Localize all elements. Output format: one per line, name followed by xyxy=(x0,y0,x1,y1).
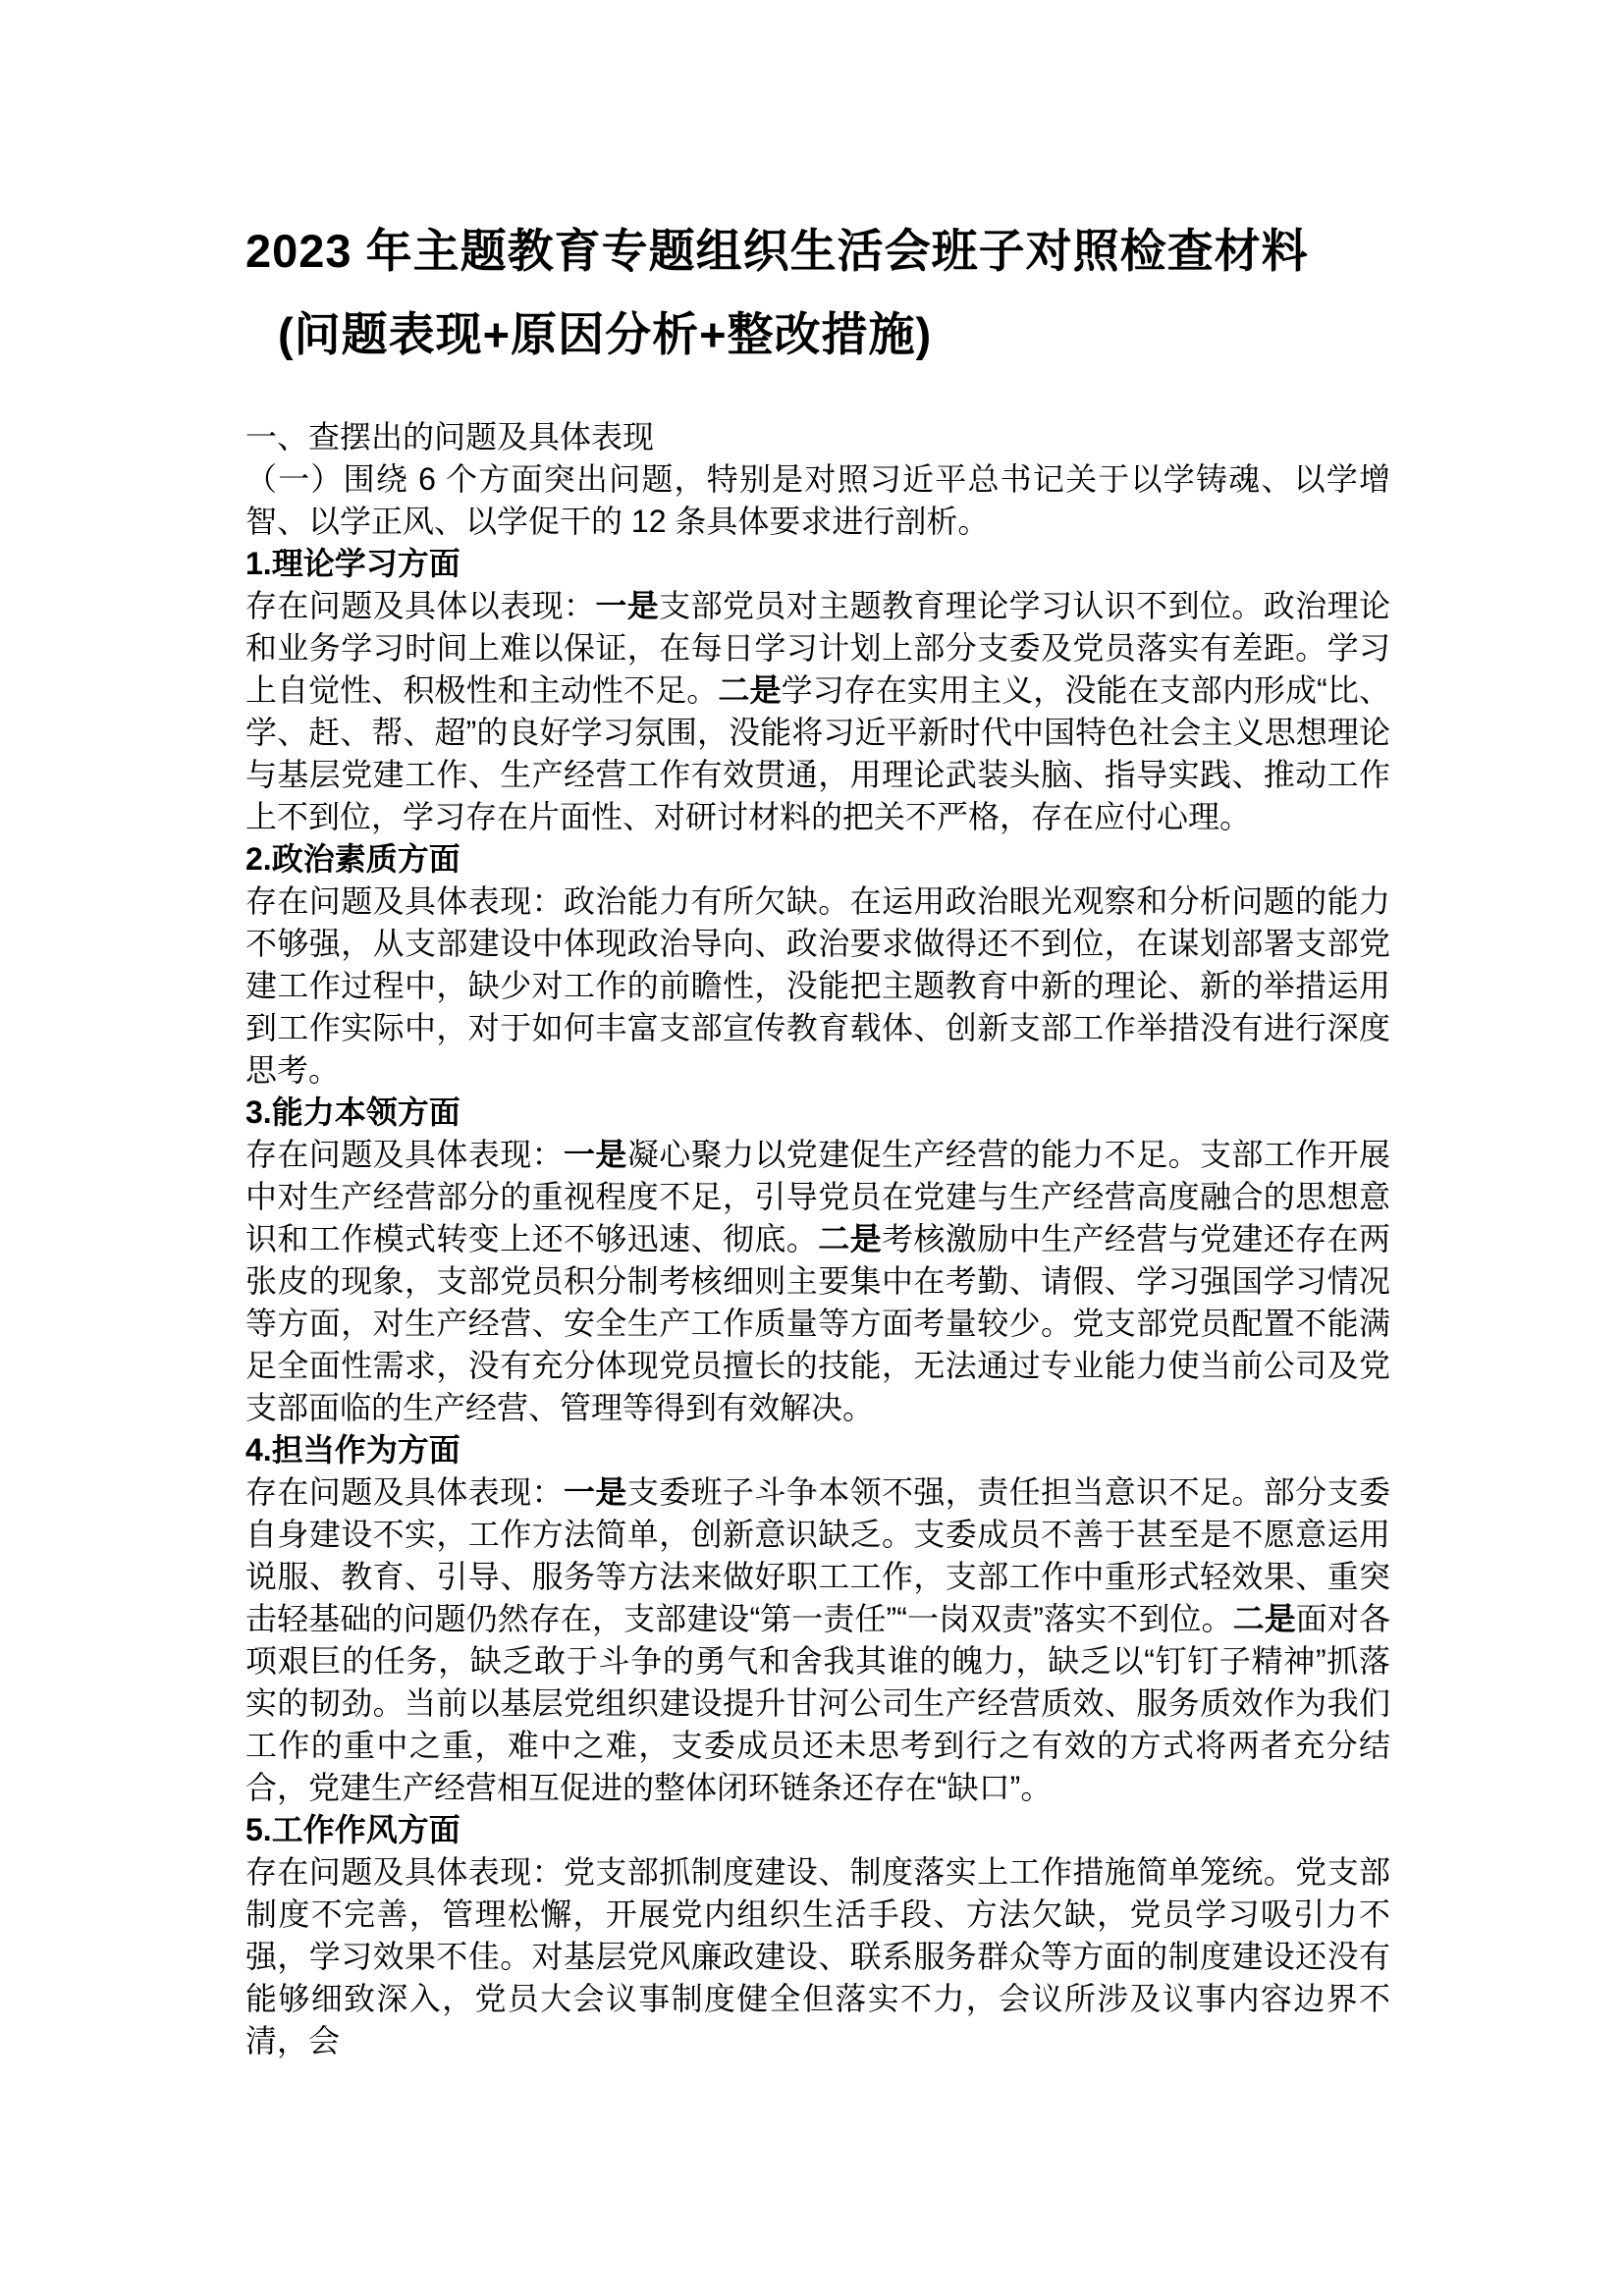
document-content xyxy=(245,0,1390,2062)
text-run: 存在问题及具体以表现： xyxy=(245,588,596,623)
section-1-heading: 1.理论学习方面 xyxy=(245,546,460,581)
intro-subparagraph: （一）围绕 6 个方面突出问题，特别是对照习近平总书记关于以学铸魂、以学增智、以学正风、以学促干的 12 条具体要求进行剖析。 xyxy=(245,461,1390,539)
text-run: 面对各项艰巨的任务，缺乏敢于斗争的勇气和舍我其谁的魄力，缺乏以“钉钉子精神”抓落实的韧劲。当前以基层党组织建设提升甘河公司生产经营质效、服务质效作为我们工作的重中之重，难中之难，支委成员还未思考到行之有效的方式将两者充分结合，党建生产经营相互促进的整体闭环链条还存在“缺口”。 xyxy=(245,1601,1390,1805)
section-2-heading: 2.政治素质方面 xyxy=(245,841,460,877)
text-run: 支部党员对主题教育理论学习认识不到位。政治理论和业务学习时间上难以保证，在每日学习计划上部分支委及党员落实有差距。学习上自觉性、积极性和主动性不足。 xyxy=(245,588,1390,708)
title-block xyxy=(245,0,1390,376)
text-run: 支委班子斗争本领不强，责任担当意识不足。部分支委自身建设不实，工作方法简单，创新意识缺乏。支委成员不善于甚至是不愿意运用说服、教育、引导、服务等方法来做好职工工作，支部工作中重形式轻效果、重突击轻基础的问题仍然存在，支部建设“第一责任”“一岗双责”落实不到位。 xyxy=(245,1474,1390,1636)
document-title-line2: (问题表现+原因分析+整改措施) xyxy=(278,308,933,360)
section-4-heading: 4.担当作为方面 xyxy=(245,1432,460,1468)
document-title-line1: 2023 年主题教育专题组织生活会班子对照检查材料 xyxy=(245,225,1309,277)
bold-run: 一是 xyxy=(564,1137,627,1172)
bold-run: 一是 xyxy=(595,588,660,623)
document-body xyxy=(245,416,1390,2062)
section-3-heading: 3.能力本领方面 xyxy=(245,1095,460,1130)
text-run: 存在问题及具体表现： xyxy=(245,1137,564,1172)
text-run: 存在问题及具体表现： xyxy=(245,1474,564,1510)
bold-run: 二是 xyxy=(718,672,782,708)
text-run: 凝心聚力以党建促生产经营的能力不足。支部工作开展中对生产经营部分的重视程度不足，引导党员在党建与生产经营高度融合的思想意识和工作模式转变上还不够迅速、彻底。 xyxy=(245,1137,1390,1256)
section-5-heading: 5.工作作风方面 xyxy=(245,1812,460,1847)
bold-run: 一是 xyxy=(564,1474,627,1510)
section-5-body: 存在问题及具体表现：党支部抓制度建设、制度落实上工作措施简单笼统。党支部制度不完善，管理松懈，开展党内组织生活手段、方法欠缺，党员学习吸引力不强，学习效果不佳。对基层党风廉政建设、联系服务群众等方面的制度建设还没有能够细致深入，党员大会议事制度健全但落实不力，会议所涉及议事内容边界不清，会 xyxy=(245,1854,1390,2058)
intro-heading: 一、查摆出的问题及具体表现 xyxy=(245,419,655,454)
bold-run: 二是 xyxy=(1232,1601,1296,1636)
text-run: 学习存在实用主义，没能在支部内形成“比、学、赶、帮、超”的良好学习氛围，没能将习近平新时代中国特色社会主义思想理论与基层党建工作、生产经营工作有效贯通，用理论武装头脑、指导实践、推动工作上不到位，学习存在片面性、对研讨材料的把关不严格，存在应付心理。 xyxy=(245,672,1390,834)
section-4-body xyxy=(245,1471,1390,1809)
section-1-body xyxy=(245,585,1390,838)
text-run: 考核激励中生产经营与党建还存在两张皮的现象，支部党员积分制考核细则主要集中在考勤、请假、学习强国学习情况等方面，对生产经营、安全生产工作质量等方面考量较少。党支部党员配置不能满足全面性需求，没有充分体现党员擅长的技能，无法通过专业能力使当前公司及党支部面临的生产经营、管理等得到有效解决。 xyxy=(245,1221,1390,1425)
section-2-body: 存在问题及具体表现：政治能力有所欠缺。在运用政治眼光观察和分析问题的能力不够强，从支部建设中体现政治导向、政治要求做得还不到位，在谋划部署支部党建工作过程中，缺少对工作的前瞻性，没能把主题教育中新的理论、新的举措运用到工作实际中，对于如何丰富支部宣传教育载体、创新支部工作举措没有进行深度思考。 xyxy=(245,883,1390,1088)
section-3-body xyxy=(245,1134,1390,1429)
bold-run: 二是 xyxy=(818,1221,882,1256)
